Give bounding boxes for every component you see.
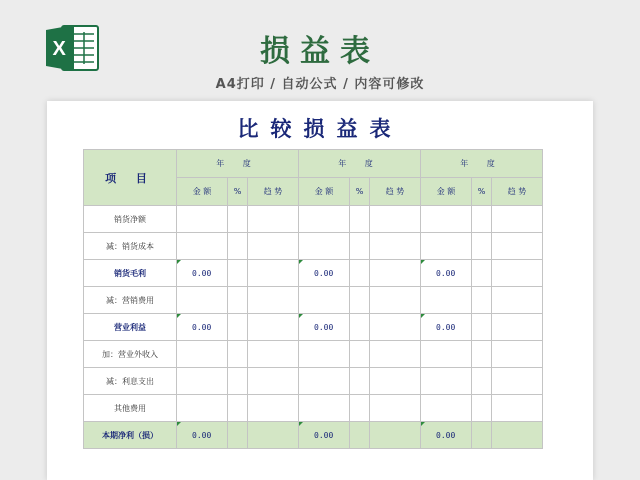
amount-header: 金 额 (421, 178, 472, 206)
percent-cell[interactable] (228, 206, 248, 233)
spreadsheet-page (47, 101, 593, 480)
row-label: 加：营业外收入 (84, 341, 177, 368)
amount-cell[interactable] (177, 206, 228, 233)
amount-cell[interactable]: 0.00 (421, 314, 472, 341)
sheet-title: 比较损益表 (237, 117, 403, 141)
amount-cell[interactable]: 0.00 (421, 260, 472, 287)
percent-cell[interactable] (228, 260, 248, 287)
percent-cell[interactable] (228, 341, 248, 368)
year-header[interactable]: 年 度 (177, 150, 299, 178)
percent-cell[interactable] (228, 287, 248, 314)
amount-header: 金 额 (177, 178, 228, 206)
row-label: 营业利益 (84, 314, 177, 341)
percent-cell[interactable] (350, 287, 370, 314)
trend-cell[interactable] (370, 422, 421, 449)
amount-cell[interactable] (299, 206, 350, 233)
percent-cell[interactable] (228, 368, 248, 395)
amount-cell[interactable]: 0.00 (177, 260, 228, 287)
percent-cell[interactable] (350, 260, 370, 287)
table-row-total (84, 422, 543, 449)
row-label: 减：利息支出 (84, 368, 177, 395)
percent-header: % (350, 178, 370, 206)
trend-cell[interactable] (248, 422, 299, 449)
percent-cell[interactable] (472, 233, 492, 260)
trend-header: 趋 势 (492, 178, 543, 206)
percent-header: % (472, 178, 492, 206)
trend-cell[interactable] (248, 314, 299, 341)
percent-cell[interactable] (350, 422, 370, 449)
year-header[interactable]: 年 度 (299, 150, 421, 178)
amount-cell[interactable]: 0.00 (299, 314, 350, 341)
amount-cell[interactable] (421, 287, 472, 314)
table-row (84, 368, 543, 395)
page-title: 损益表 (260, 34, 380, 69)
amount-cell[interactable] (299, 287, 350, 314)
amount-cell[interactable] (421, 368, 472, 395)
amount-cell[interactable]: 0.00 (177, 314, 228, 341)
amount-cell[interactable] (421, 206, 472, 233)
amount-cell[interactable]: 0.00 (299, 422, 350, 449)
row-label: 销货净额 (84, 206, 177, 233)
trend-header: 趋 势 (248, 178, 299, 206)
percent-cell[interactable] (350, 368, 370, 395)
percent-cell[interactable] (472, 422, 492, 449)
amount-cell[interactable]: 0.00 (421, 422, 472, 449)
amount-cell[interactable]: 0.00 (177, 422, 228, 449)
trend-cell[interactable] (370, 233, 421, 260)
trend-cell[interactable] (492, 422, 543, 449)
trend-cell[interactable] (370, 314, 421, 341)
amount-cell[interactable] (299, 233, 350, 260)
trend-cell[interactable] (492, 233, 543, 260)
trend-cell[interactable] (248, 260, 299, 287)
trend-cell[interactable] (370, 395, 421, 422)
trend-cell[interactable] (248, 368, 299, 395)
amount-cell[interactable] (177, 341, 228, 368)
trend-cell[interactable] (492, 341, 543, 368)
amount-cell[interactable] (421, 341, 472, 368)
trend-cell[interactable] (248, 233, 299, 260)
amount-cell[interactable] (177, 287, 228, 314)
table-row (84, 206, 543, 233)
table-row (84, 341, 543, 368)
page-subtitle: A4打印 / 自动公式 / 内容可修改 (215, 77, 425, 92)
trend-cell[interactable] (492, 287, 543, 314)
trend-cell[interactable] (370, 206, 421, 233)
logo-letter: X (52, 38, 66, 60)
percent-cell[interactable] (350, 341, 370, 368)
trend-cell[interactable] (370, 260, 421, 287)
percent-cell[interactable] (228, 422, 248, 449)
table-row (84, 233, 543, 260)
percent-cell[interactable] (472, 206, 492, 233)
row-label: 本期净利（损） (84, 422, 177, 449)
percent-cell[interactable] (472, 395, 492, 422)
percent-cell[interactable] (472, 314, 492, 341)
amount-cell[interactable] (421, 233, 472, 260)
amount-cell[interactable] (421, 395, 472, 422)
percent-cell[interactable] (472, 287, 492, 314)
table-row-subtotal (84, 260, 543, 287)
trend-cell[interactable] (248, 341, 299, 368)
row-label: 其他费用 (84, 395, 177, 422)
percent-cell[interactable] (472, 341, 492, 368)
table-row-subtotal (84, 314, 543, 341)
row-label: 减：销货成本 (84, 233, 177, 260)
percent-cell[interactable] (228, 233, 248, 260)
percent-cell[interactable] (350, 206, 370, 233)
trend-cell[interactable] (370, 341, 421, 368)
row-label: 销货毛利 (84, 260, 177, 287)
trend-cell[interactable] (492, 206, 543, 233)
income-statement-table (83, 149, 543, 449)
table-row (84, 287, 543, 314)
trend-cell[interactable] (492, 314, 543, 341)
amount-header: 金 额 (299, 178, 350, 206)
item-header: 项 目 (84, 150, 177, 206)
trend-cell[interactable] (492, 260, 543, 287)
trend-cell[interactable] (492, 395, 543, 422)
trend-cell[interactable] (248, 206, 299, 233)
trend-cell[interactable] (248, 287, 299, 314)
row-label: 减：营销费用 (84, 287, 177, 314)
trend-cell[interactable] (370, 368, 421, 395)
trend-cell[interactable] (248, 395, 299, 422)
percent-cell[interactable] (472, 260, 492, 287)
trend-cell[interactable] (370, 287, 421, 314)
percent-cell[interactable] (228, 314, 248, 341)
amount-cell[interactable] (177, 368, 228, 395)
percent-cell[interactable] (350, 395, 370, 422)
amount-cell[interactable] (177, 233, 228, 260)
percent-cell[interactable] (472, 368, 492, 395)
year-header[interactable]: 年 度 (421, 150, 543, 178)
table-row (84, 395, 543, 422)
amount-cell[interactable] (299, 341, 350, 368)
trend-cell[interactable] (492, 368, 543, 395)
amount-cell[interactable] (299, 368, 350, 395)
percent-cell[interactable] (228, 395, 248, 422)
amount-cell[interactable] (299, 395, 350, 422)
percent-cell[interactable] (350, 233, 370, 260)
percent-cell[interactable] (350, 314, 370, 341)
percent-header: % (228, 178, 248, 206)
amount-cell[interactable]: 0.00 (299, 260, 350, 287)
trend-header: 趋 势 (370, 178, 421, 206)
amount-cell[interactable] (177, 395, 228, 422)
